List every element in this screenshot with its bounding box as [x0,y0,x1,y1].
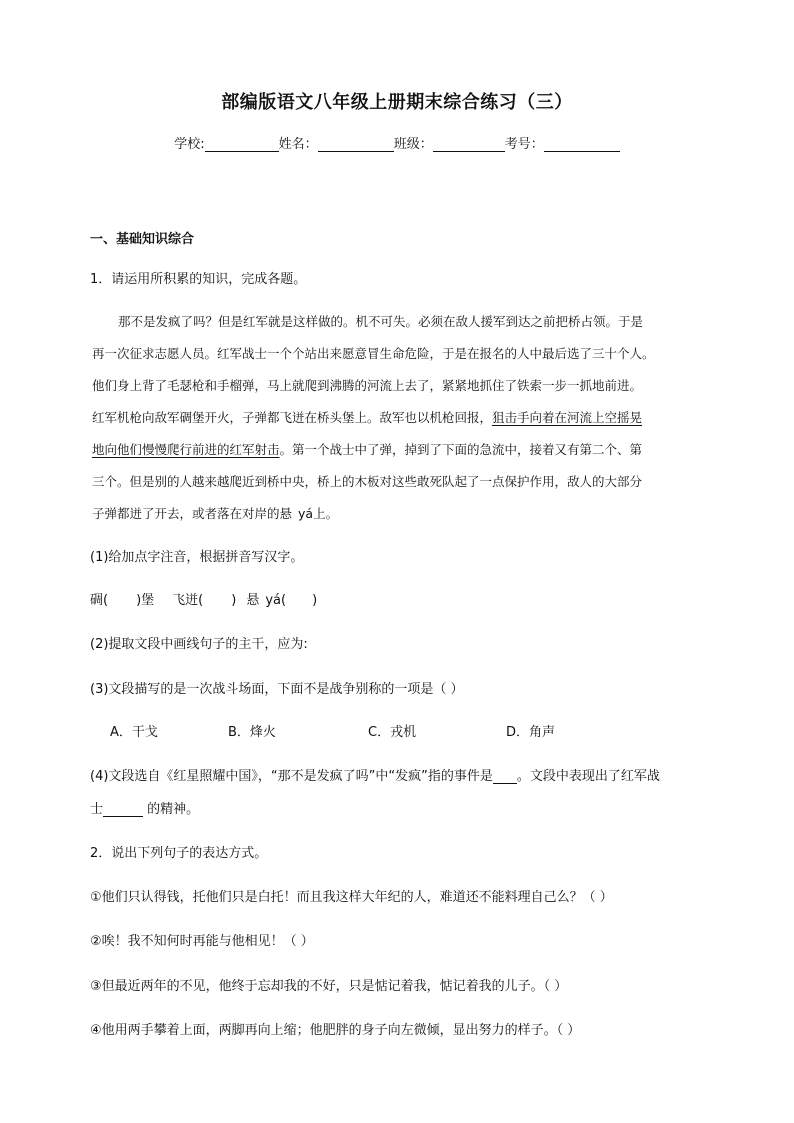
pinyin-text: yá [298,506,314,521]
passage-text: 上。 [313,506,339,521]
underlined-sentence: 地向他们慢慢爬行前进的红军射击 [92,442,280,457]
list-item: ④他用两手攀着上面，两脚再向上缩；他肥胖的身子向左微倾，显出努力的样子。（ ） [90,1023,581,1038]
list-item: ③但最近两年的不见，他终于忘却我的不好，只是惦记着我，惦记着我的儿子。（ ） [90,979,568,994]
passage-text: 子弹都迸了开去，或者落在对岸的悬 [92,506,293,521]
passage-line [92,408,642,426]
option-c[interactable]: C．戎机 [368,725,417,740]
school-blank[interactable] [205,137,279,152]
answer-blank[interactable] [493,769,517,784]
sub-question-1: (1)给加点字注音，根据拼音写汉字。 [90,550,304,565]
char-xuan: 悬 [246,593,260,608]
options-row [110,721,555,740]
number-label: 考号： [504,137,544,152]
school-label: 学校: [174,137,205,152]
class-label: 班级： [393,137,433,152]
question-2-stem: 2．说出下列句子的表达方式。 [90,846,268,861]
student-info-line [0,133,794,152]
section-heading: 一、基础知识综合 [90,232,195,247]
char-feibeng: 飞迸( [172,593,204,608]
pinyin-answer-line [90,589,317,608]
passage-line: 三个。但是别的人越来越爬近到桥中央，桥上的木板对这些敢死队起了一点保护作用，敌人的大部分 [92,474,643,489]
name-label: 姓名： [278,137,318,152]
option-b[interactable]: B．烽火 [228,725,276,740]
char-bao: )堡 [136,593,155,608]
passage-text: 。第一个战士中了弹，掉到了下面的急流中，接着又有第二个、第 [279,442,643,457]
option-a[interactable]: A．干戈 [110,725,158,740]
sub-question-4-cont: 士 的精神。 [90,802,200,817]
name-blank[interactable] [318,137,394,152]
pinyin-ya: yá( [265,593,287,608]
passage-line: 那不是发疯了吗？但是红军就是这样做的。机不可失。必须在敌人援军到达之前把桥占领。于是 [118,314,644,329]
underlined-sentence: 狙击手向着在河流上空摇晃 [492,410,643,425]
close-paren: ) [231,593,237,608]
char-diao: 碉( [90,593,109,608]
class-blank[interactable] [433,137,505,152]
passage-text: 红军机枪向敌军碉堡开火，子弹都飞迸在桥头堡上。敌军也以机枪回报， [92,410,493,425]
passage-line [92,440,642,458]
option-d[interactable]: D．角声 [506,725,556,740]
question-1-stem: 1．请运用所积累的知识，完成各题。 [90,272,307,287]
list-item: ②唉！我不知何时再能与他相见！（ ） [90,934,314,949]
passage-line: 再一次征求志愿人员。红军战士一个个站出来愿意冒生命危险，于是在报名的人中最后选了三十个人。 [92,346,655,361]
sub-question-4: (4)文段选自《红星照耀中国》，“那不是发疯了吗”中“发疯”指的事件是 。文段中表现出了红军战 [90,769,660,784]
close-paren: ) [312,593,318,608]
passage-line [92,504,338,522]
number-blank[interactable] [544,137,620,152]
sub-question-3: (3)文段描写的是一次战斗场面，下面不是战争别称的一项是（ ） [90,682,464,697]
sub-question-2: (2)提取文段中画线句子的主干，应为: [90,637,308,652]
passage-line: 他们身上背了毛瑟枪和手榴弹，马上就爬到沸腾的河流上去了，紧紧地抓住了铁索一步一抓地前进。 [92,378,643,393]
answer-blank[interactable] [103,802,143,817]
page-title: 部编版语文八年级上册期末综合练习（三） [221,92,573,113]
list-item: ①他们只认得钱，托他们只是白托！而且我这样大年纪的人，难道还不能料理自己么？（ ） [90,890,613,905]
